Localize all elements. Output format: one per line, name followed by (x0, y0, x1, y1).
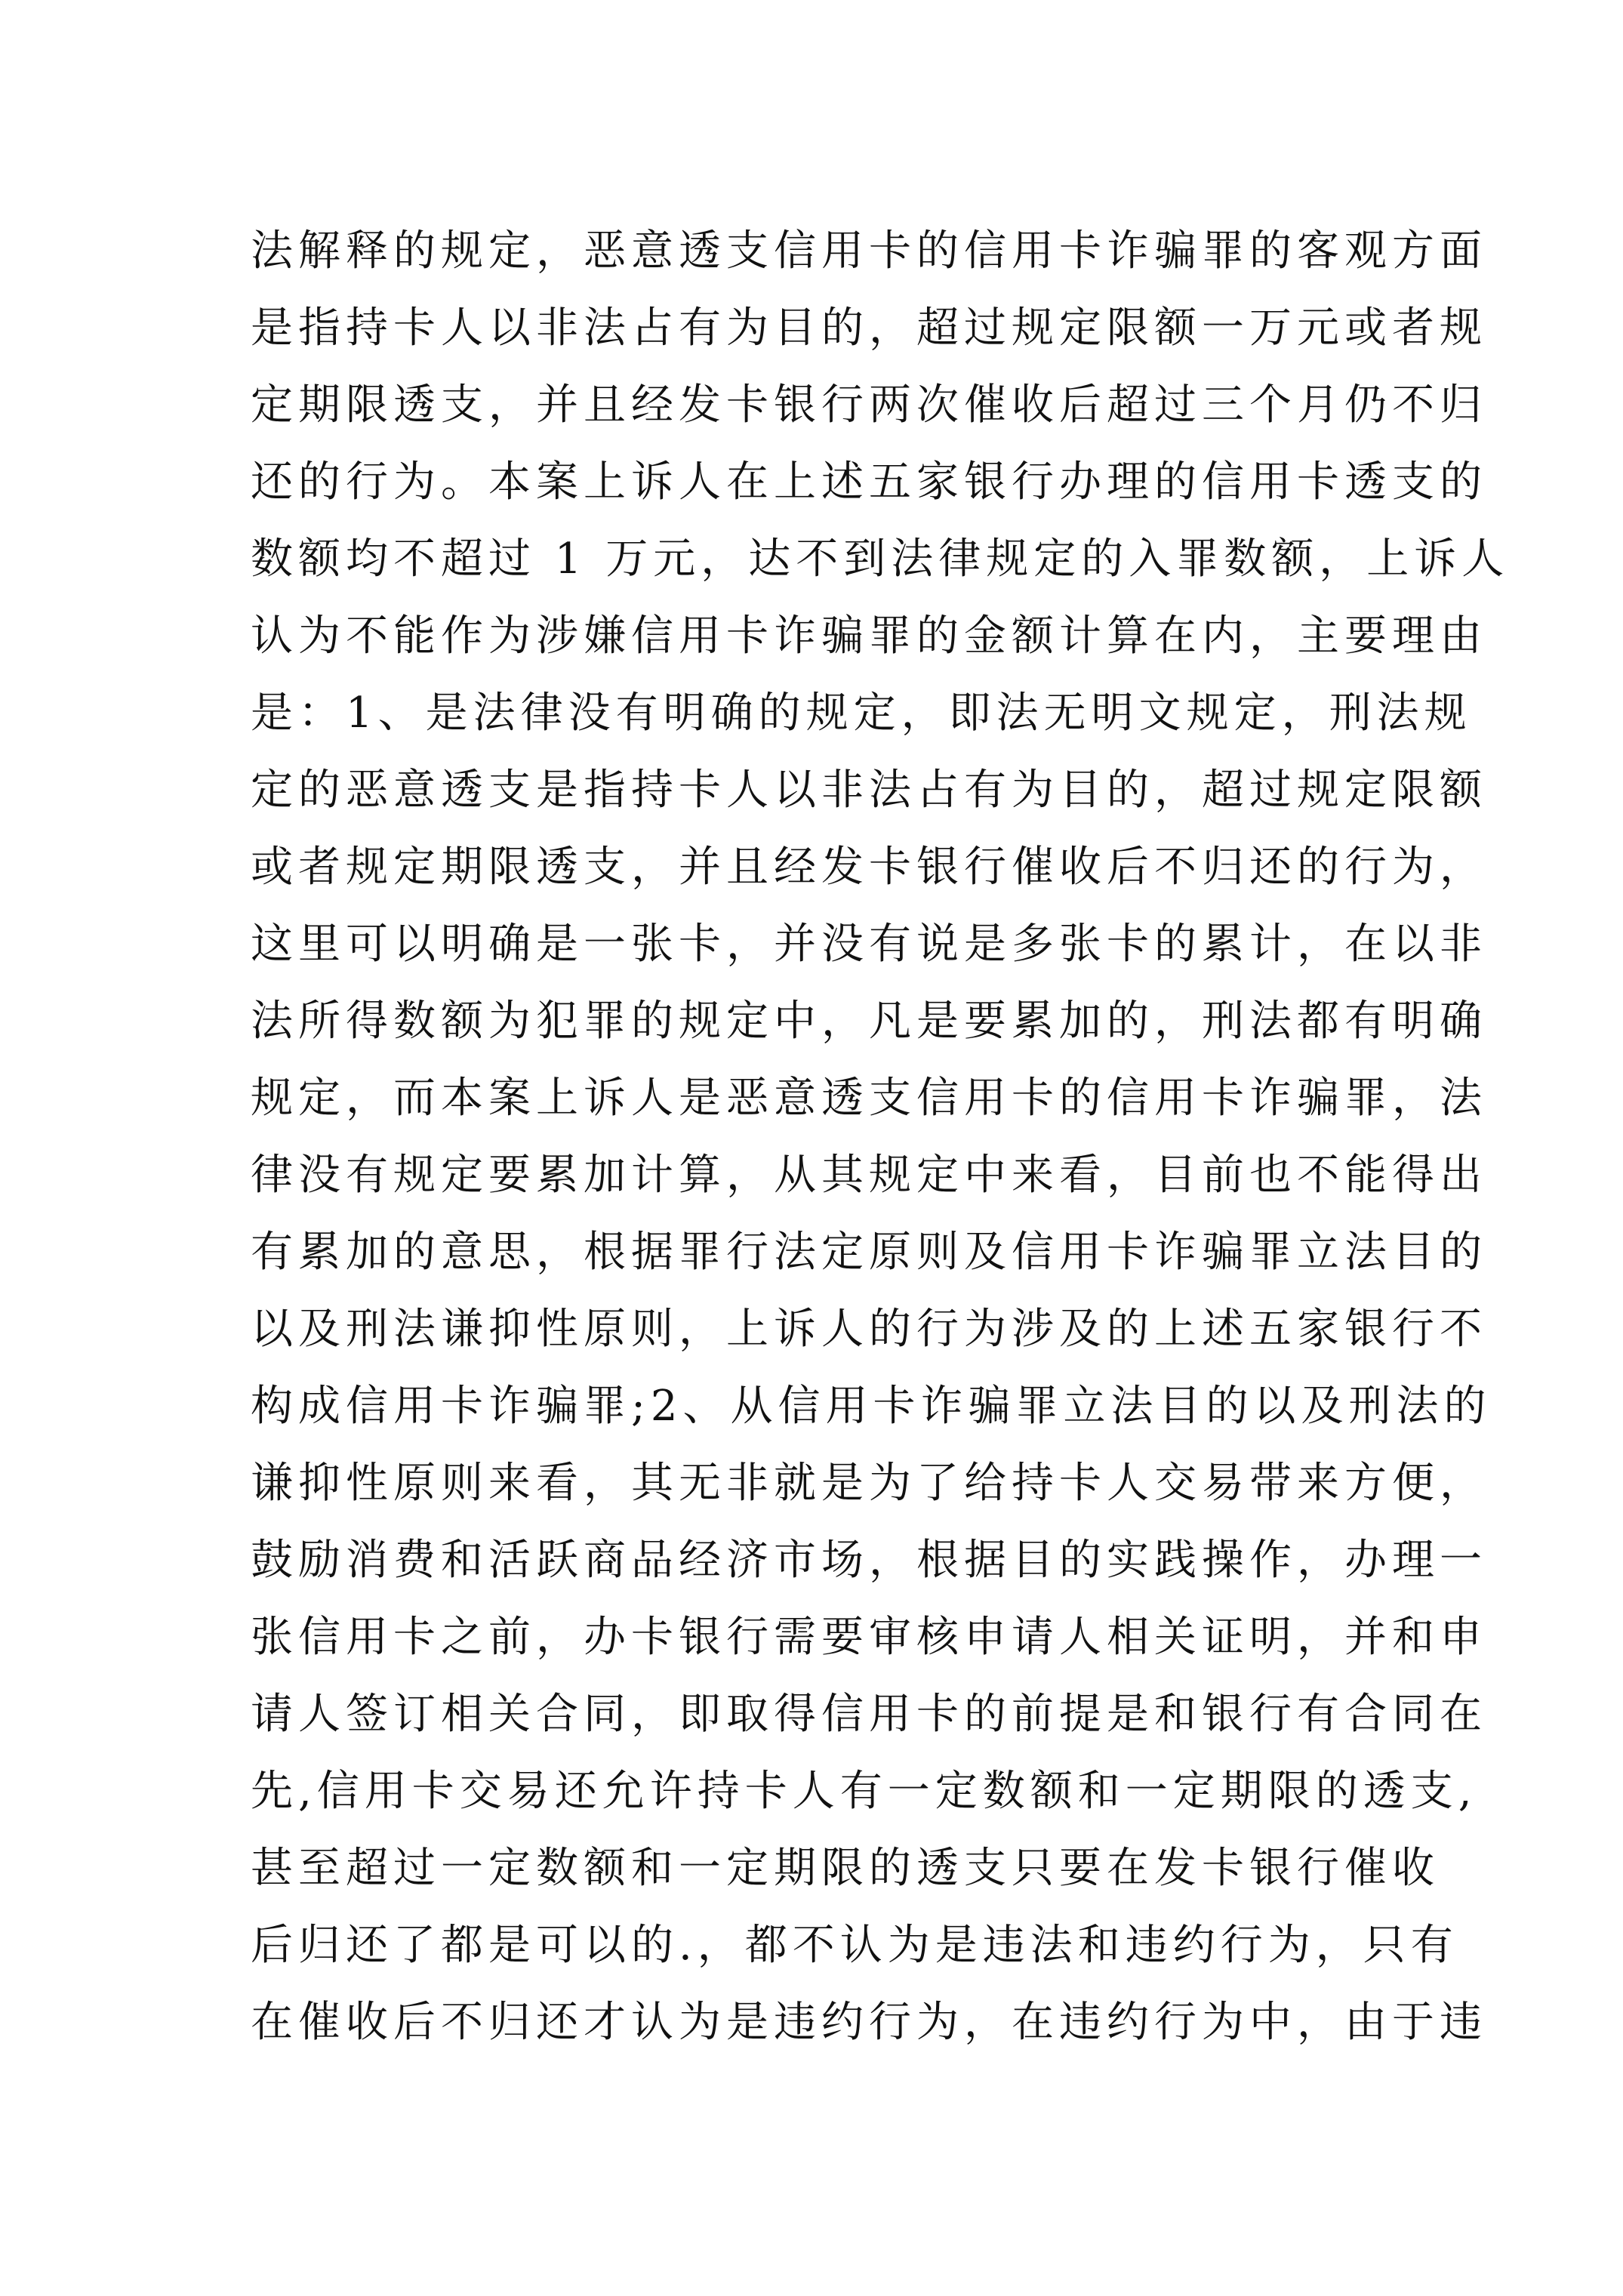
text-line: 以及刑法谦抑性原则，上诉人的行为涉及的上述五家银行不 (251, 1305, 1487, 1354)
text-line: 这里可以明确是一张卡，并没有说是多张卡的累计，在以非 (251, 920, 1487, 969)
text-line: 法解释的规定，恶意透支信用卡的信用卡诈骗罪的客观方面 (251, 227, 1487, 276)
text-line: 还的行为。本案上诉人在上述五家银行办理的信用卡透支的 (251, 458, 1487, 507)
text-line: 张信用卡之前，办卡银行需要审核申请人相关证明，并和申 (251, 1613, 1487, 1662)
text-line: 规定，而本案上诉人是恶意透支信用卡的信用卡诈骗罪，法 (251, 1074, 1487, 1123)
text-line: 谦抑性原则来看，其无非就是为了给持卡人交易带来方便， (251, 1459, 1487, 1508)
text-line: 先,信用卡交易还允许持卡人有一定数额和一定期限的透支, (251, 1767, 1477, 1816)
text-line: 或者规定期限透支，并且经发卡银行催收后不归还的行为， (251, 843, 1487, 892)
text-line: 是指持卡人以非法占有为目的，超过规定限额一万元或者规 (251, 304, 1487, 353)
text-line: 认为不能作为涉嫌信用卡诈骗罪的金额计算在内，主要理由 (251, 612, 1487, 661)
text-line: 构成信用卡诈骗罪;2、从信用卡诈骗罪立法目的以及刑法的 (251, 1382, 1492, 1431)
text-line: 甚至超过一定数额和一定期限的透支只要在发卡银行催收 (251, 1844, 1440, 1893)
text-line: 后归还了都是可以的.，都不认为是违法和违约行为，只有 (251, 1921, 1458, 1970)
text-line: 是：1、是法律没有明确的规定，即法无明文规定，刑法规 (251, 689, 1472, 738)
text-line: 在催收后不归还才认为是违约行为，在违约行为中，由于违 (251, 1998, 1487, 2047)
text-line: 鼓励消费和活跃商品经济市场，根据目的实践操作，办理一 (251, 1536, 1487, 1585)
text-line: 定的恶意透支是指持卡人以非法占有为目的，超过规定限额 (251, 766, 1487, 815)
text-line: 数额均不超过 1 万元，达不到法律规定的入罪数额，上诉人 (251, 535, 1510, 584)
text-line: 定期限透支，并且经发卡银行两次催收后超过三个月仍不归 (251, 381, 1487, 430)
text-line: 有累加的意思，根据罪行法定原则及信用卡诈骗罪立法目的 (251, 1228, 1487, 1277)
body-text (251, 213, 1510, 2061)
text-line: 请人签订相关合同，即取得信用卡的前提是和银行有合同在 (251, 1690, 1487, 1739)
text-line: 律没有规定要累加计算，从其规定中来看，目前也不能得出 (251, 1151, 1487, 1200)
text-line: 法所得数额为犯罪的规定中，凡是要累加的，刑法都有明确 (251, 997, 1487, 1046)
